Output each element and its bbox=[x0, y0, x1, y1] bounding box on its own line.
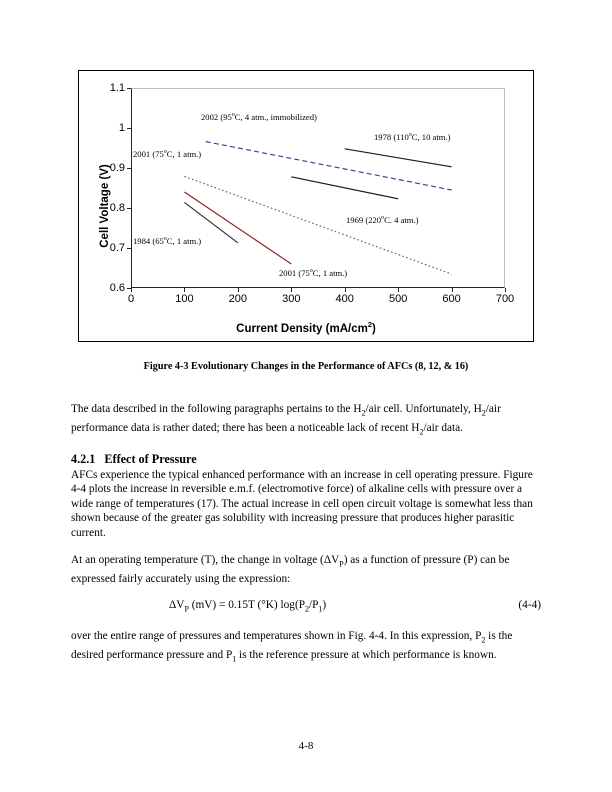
x-tick-mark bbox=[131, 288, 132, 292]
paragraph-h2-air bbox=[71, 402, 541, 440]
annotation-text-base: 2001 (75 bbox=[133, 149, 164, 159]
section-title: Effect of Pressure bbox=[104, 451, 197, 466]
para3-part-b: ) as a function of pressure (P) can be expressed fairly accurately using the expression: bbox=[71, 553, 510, 585]
figure-container bbox=[78, 70, 534, 342]
equation-number: (4-4) bbox=[518, 599, 541, 612]
para4-sub-1: 1 bbox=[232, 654, 237, 664]
plot-area bbox=[109, 82, 515, 305]
paragraph-pressure-range bbox=[71, 629, 541, 667]
para1-part-c: /air performance data is rather dated; there has been a noticeable lack of recent H bbox=[71, 403, 501, 434]
series-line bbox=[206, 142, 452, 190]
equation-part-c: /P bbox=[309, 599, 319, 612]
x-tick-label: 300 bbox=[282, 293, 301, 305]
paragraph-effect-of-pressure: AFCs experience the typical enhanced performance with an increase in cell operating pressure. Figure 4-4 plots the increase in reversible e.m.f. (electromotive force) of alkaline cells with pressure over a wide range of temperatures (17). The actual increase in cell open circuit voltage is somewhat less than shown because of the greater gas solubility with increasing pressure that produces higher parasitic current. bbox=[71, 468, 533, 540]
para4-part-a: over the entire range of pressures and temperatures shown in Fig. 4-4. In this expression, P bbox=[71, 629, 482, 642]
equation-sub-2: 2 bbox=[305, 604, 309, 614]
annotation-text-base: 1978 (110 bbox=[374, 132, 409, 142]
y-tick-label: 0.6 bbox=[109, 282, 125, 294]
equation-expression bbox=[169, 598, 541, 617]
annotation-text-tail: C, 1 atm.) bbox=[312, 268, 348, 278]
annotation-text-tail: C, 4 atm., immobilized) bbox=[234, 112, 317, 122]
x-axis-title bbox=[79, 320, 533, 335]
annotation-degree-symbol: o bbox=[309, 268, 313, 275]
annot-1978 bbox=[374, 132, 450, 142]
figure-caption: Figure 4-3 Evolutionary Changes in the Performance of AFCs (8, 12, & 16) bbox=[143, 361, 469, 372]
annotation-text-base: 2002 (95 bbox=[201, 112, 232, 122]
annotation-text-base: 1984 (65 bbox=[133, 236, 164, 246]
para1-part-b: /air cell. Unfortunately, H bbox=[365, 403, 482, 415]
x-axis-title-base: Current Density (mA/cm bbox=[236, 323, 368, 335]
equation-part-d: ) bbox=[322, 599, 327, 612]
body-column bbox=[71, 402, 541, 679]
annotation-text-base: 1969 (220 bbox=[346, 215, 382, 225]
series-lines bbox=[131, 88, 505, 288]
annotation-degree-symbol: o bbox=[163, 149, 167, 156]
series-line bbox=[184, 176, 451, 274]
y-tick-label: 1.1 bbox=[109, 82, 125, 94]
x-axis-title-tail: ) bbox=[371, 323, 376, 335]
x-tick-label: 700 bbox=[495, 293, 515, 305]
annotation-text-tail: C, 1 atm.) bbox=[166, 236, 202, 246]
equation-row bbox=[71, 598, 541, 617]
x-tick-mark bbox=[291, 288, 292, 292]
annotation-degree-symbol: o bbox=[408, 132, 412, 139]
equation-sub-1: 1 bbox=[318, 604, 323, 614]
para1-sub-1: 2 bbox=[361, 408, 366, 418]
x-axis-title-exponent: 2 bbox=[367, 320, 372, 330]
annot-2002 bbox=[201, 112, 317, 122]
para1-part-d: /air data. bbox=[423, 421, 463, 434]
y-tick-label: 1 bbox=[118, 122, 125, 134]
page-footer: 4-8 bbox=[298, 740, 314, 752]
y-tick-label: 0.8 bbox=[109, 202, 125, 214]
x-tick-label: 0 bbox=[127, 293, 135, 305]
section-heading bbox=[71, 452, 541, 467]
x-tick-mark bbox=[452, 288, 453, 292]
equation-sub-p: P bbox=[184, 604, 189, 614]
annotation-text-tail: C. 4 atm.) bbox=[384, 215, 419, 225]
y-tick-label: 0.9 bbox=[109, 162, 125, 174]
annotation-degree-symbol: o bbox=[231, 112, 235, 119]
series-line bbox=[184, 192, 291, 264]
annotation-text-tail: C, 1 atm.) bbox=[166, 149, 202, 159]
annotation-text-base: 2001 (75 bbox=[279, 268, 310, 278]
annot-1984 bbox=[133, 236, 201, 246]
para3-part-a: At an operating temperature (T), the change in voltage (ΔV bbox=[71, 553, 340, 566]
x-tick-label: 400 bbox=[335, 293, 354, 305]
equation-part-b: (mV) = 0.15T (°K) log(P bbox=[188, 599, 305, 612]
x-tick-label: 100 bbox=[175, 293, 194, 305]
annotation-degree-symbol: o bbox=[163, 236, 167, 243]
para4-part-c: is the reference pressure at which performance is known. bbox=[236, 648, 497, 661]
equation-part-a: ΔV bbox=[169, 599, 185, 612]
x-tick-mark bbox=[398, 288, 399, 292]
x-tick-label: 600 bbox=[442, 293, 461, 305]
annotation-text-tail: C, 10 atm.) bbox=[411, 132, 451, 142]
x-tick-label: 500 bbox=[388, 293, 408, 305]
para1-sub-2: 2 bbox=[481, 408, 486, 418]
chart bbox=[79, 71, 533, 341]
x-tick-label: 200 bbox=[228, 293, 248, 305]
x-tick-mark bbox=[238, 288, 239, 292]
paragraph-operating-temperature bbox=[71, 553, 541, 586]
series-line bbox=[345, 149, 452, 167]
x-tick-mark bbox=[505, 288, 506, 292]
annot-2001-lower bbox=[279, 268, 347, 278]
y-axis-title: Cell Voltage (V) bbox=[98, 164, 111, 248]
y-tick-label: 0.7 bbox=[109, 242, 125, 254]
annot-2001-upper bbox=[133, 149, 201, 159]
para3-sub-p: P bbox=[339, 558, 344, 568]
x-tick-mark bbox=[184, 288, 185, 292]
para1-sub-3: 2 bbox=[419, 427, 424, 437]
para4-part-b: is the desired performance pressure and P bbox=[71, 629, 513, 661]
annot-1969 bbox=[346, 215, 418, 225]
para1-part-a: The data described in the following paragraphs pertains to the H bbox=[71, 403, 362, 415]
section-number: 4.2.1 bbox=[71, 451, 96, 466]
x-tick-mark bbox=[345, 288, 346, 292]
series-line bbox=[291, 177, 398, 199]
para4-sub-2: 2 bbox=[481, 635, 486, 645]
annotation-degree-symbol: o bbox=[381, 215, 385, 222]
